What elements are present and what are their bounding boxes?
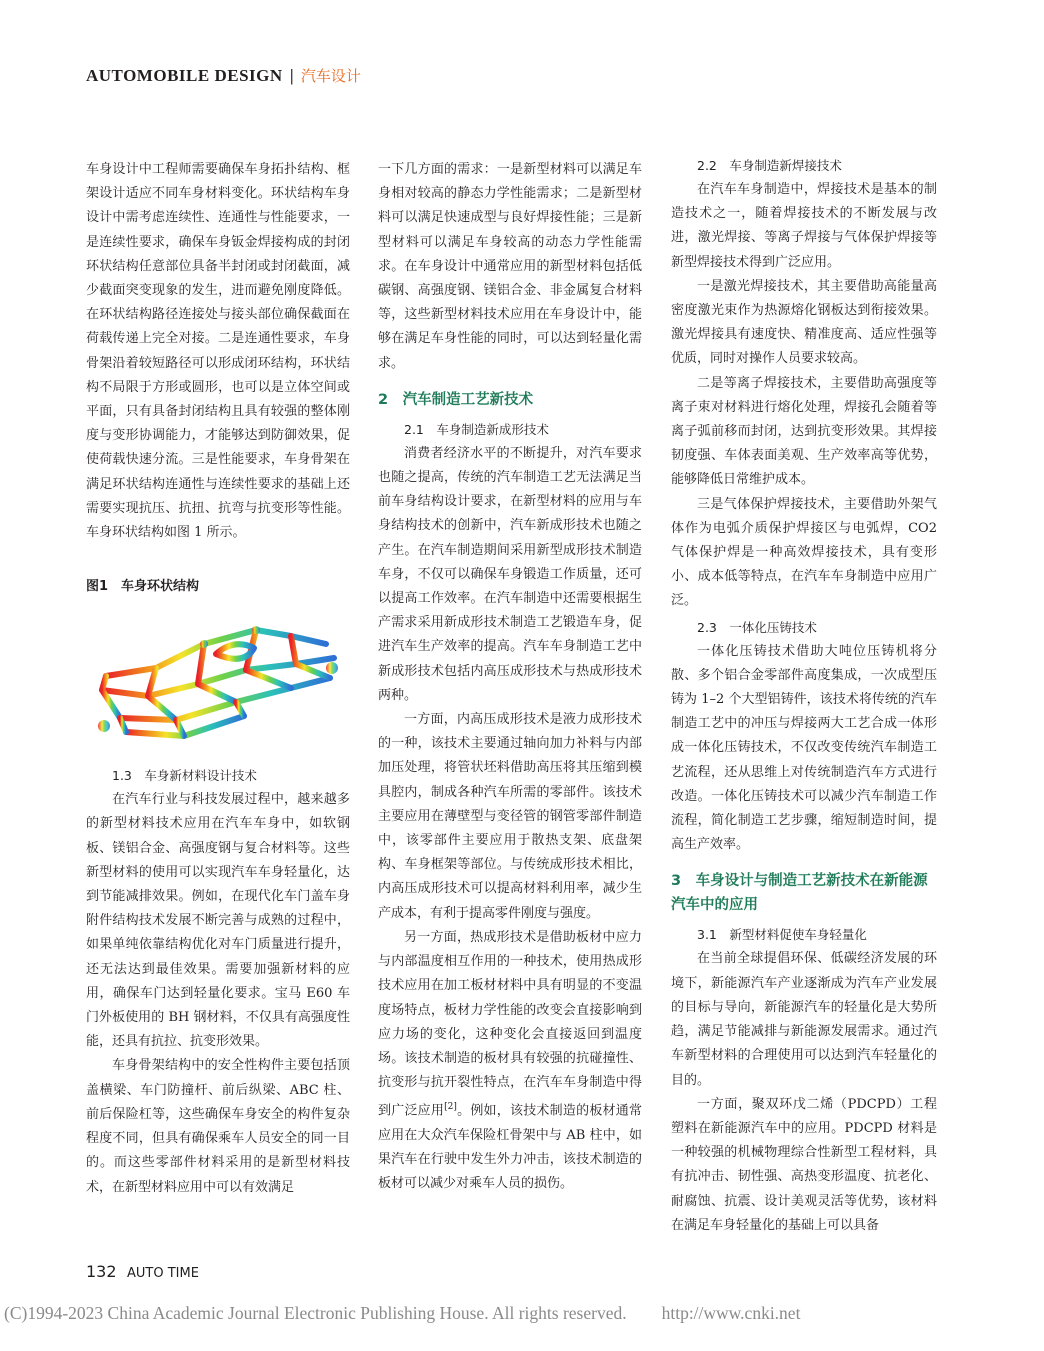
paragraph: 一是激光焊接技术，其主要借助高能量高密度激光束作为热源熔化钢板达到衔接效果。激光焊接具有速度快、精准度高、适应性强等优质，同时对操作人员要求较高。 — [671, 278, 937, 367]
subsection-heading-2-1: 2.1 车身制造新成形技术 — [404, 421, 549, 437]
figure-car-body — [86, 608, 350, 750]
header-separator: | — [289, 66, 294, 85]
subsection-heading-1-3: 1.3 车身新材料设计技术 — [112, 768, 257, 784]
subsection-heading-3-1: 3.1 新型材料促使车身轻量化 — [697, 927, 867, 943]
column-right — [671, 158, 937, 1238]
paragraph: 车身骨架结构中的安全性构件主要包括顶盖横梁、车门防撞杆、前后纵梁、ABC 柱、前后保险杠等，这些确保车身安全的构件复杂程度不同，但具有确保乘车人员安全的同一目的。而这些零部件材料采用的是新型材料技术，在新型材料应用中可以有效满足 — [86, 1058, 350, 1195]
paragraph: 三是气体保护焊接技术，主要借助外架气体作为电弧介质保护焊接区与电弧焊，CO2 气体保护焊是一种高效焊接技术，具有变形小、成本低等特点，在汽车车身制造中应用广泛。 — [671, 496, 937, 609]
page-footer — [86, 1262, 199, 1281]
paragraph: 一体化压铸技术借助大吨位压铸机将分散、多个铝合金零部件高度集成，一次成型压铸为 1–2 个大型铝铸件，该技术将传统的汽车制造工艺中的冲压与焊接两大工艺合成一体形成一体化压铸技术，不仅改变传统汽车制造工艺流程，还从思维上对传统制造汽车方式进行改造。一体化压铸技术可以减少汽车制造工作流程，简化制造工艺步骤，缩短制造时间，提高生产效率。 — [671, 643, 937, 853]
paragraph: 在汽车行业与科技发展过程中，越来越多的新型材料技术应用在汽车车身中，如软钢板、镁铝合金、高强度钢与复合材料等。这些新型材料的使用可以实现汽车车身轻量化，达到节能减排效果。例如，在现代化车门盖车身附件结构技术发展不断完善与成熟的过程中，如果单纯依靠结构优化对车门质量进行提升，还无法达到最佳效果。需要加强新材料的应用，确保车门达到轻量化要求。宝马 E60 车门外板使用的 BH 钢材料，不仅具有高强度性能，还具有抗拉、抗变形效果。 — [86, 792, 350, 1050]
subsection-heading-2-3: 2.3 一体化压铸技术 — [697, 619, 817, 635]
magazine-name: AUTO TIME — [127, 1266, 199, 1281]
paragraph: 二是等离子焊接技术，主要借助高强度等离子束对材料进行熔化处理，焊接孔会随着等离子弧前移而封闭，达到抗变形效果。其焊接韧度强、车体表面美观、生产效率高等优势，能够降低日常维护成本。 — [671, 375, 937, 488]
car-body-ring-structure-icon — [86, 608, 350, 750]
journal-brand: AUTOMOBILE DESIGN — [86, 66, 283, 85]
paragraph: 一方面，内高压成形技术是液力成形技术的一种，该技术主要通过轴向加力补料与内部加压处理，将管状坯料借助高压将其压缩到模具腔内，制成各种汽车所需的零部件。该技术主要应用在薄壁型与变径管的钢管零部件制造中，该零部件主要应用于散热支架、底盘架构、车身框架等部位。与传统成形技术相比，内高压成形技术可以提高材料利用率，减少生产成本，有利于提高零件刚度与强度。 — [378, 712, 642, 921]
page-number: 132 — [86, 1262, 117, 1281]
column-left — [86, 158, 350, 1200]
paragraph — [378, 926, 642, 1197]
section-heading-2: 2 汽车制造工艺新技术 — [378, 391, 534, 408]
paragraph: 车身设计中工程师需要确保车身拓扑结构、框架设计适应不同车身材料变化。环状结构车身设计中需考虑连续性、连通性与性能要求，一是连续性要求，确保车身钣金焊接构成的封闭环状结构任意部位具备半封闭或封闭截面，减少截面突变现象的发生，进而避免刚度降低。在环状结构路径连接处与接头部位确保截面在荷载传递上完全对接。二是连通性要求，车身骨架沿着较短路径可以形成闭环结构，环状结构不局限于方形或圆形，也可以是立体空间或平面，只有具备封闭结构且具有较强的整体刚度与变形协调能力，才能够达到防御效果，促使荷载快速分流。三是性能要求，车身骨架在满足环状结构连通性与连续性要求的基础上还需要实现抗压、抗扭、抗弯与抗变形等性能。车身环状结构如图 1 所示。 — [86, 162, 350, 541]
running-header — [86, 66, 361, 88]
paragraph: 一下几方面的需求：一是新型材料可以满足车身相对较高的静态力学性能需求；二是新型材料可以满足快速成型与良好焊接性能；三是新型材料可以满足车身较高的动态力学性能需求。在车身设计中通常应用的新型材料包括低碳钢、高强度钢、镁铝合金、非金属复合材料等，这些新型材料技术应用在车身设计中，能够在满足车身性能的同时，可以达到轻量化需求。 — [378, 162, 642, 371]
figure-caption: 图1 车身环状结构 — [86, 579, 200, 595]
section-heading-3: 3 车身设计与制造工艺新技术在新能源汽车中的应用 — [671, 873, 928, 914]
column-middle — [378, 158, 642, 1196]
paragraph-text: 。例如，该技术制造的板材通常应用在大众汽车保险杠骨架中与 AB 柱中，如果汽车在行驶中发生外力冲击，该技术制造的板材可以减少对乘车人员的损伤。 — [378, 1103, 642, 1192]
copyright-notice: (C)1994-2023 China Academic Journal Electronic Publishing House. All rights reserved. http://www.cnki.net — [4, 1303, 801, 1323]
paragraph: 消费者经济水平的不断提升，对汽车要求也随之提高，传统的汽车制造工艺无法满足当前车身结构设计要求，在新型材料的应用与车身结构技术的创新中，汽车新成形技术也随之产生。在汽车制造期间采用新型成形技术制造车身，不仅可以确保车身锻造工作质量，还可以提高工作效率。在汽车制造中还需要根据生产需求采用新成形技术制造工艺锻造车身，促进汽车生产效率的提高。汽车车身制造工艺中新成形技术包括内高压成形技术与热成形技术两种。 — [378, 445, 642, 703]
paragraph: 在当前全球提倡环保、低碳经济发展的环境下，新能源汽车产业逐渐成为汽车产业发展的目标与导向，新能源汽车的轻量化是大势所趋，满足节能减排与新能源发展需求。通过汽车新型材料的合理使用可以达到汽车轻量化的目的。 — [671, 951, 937, 1088]
subsection-heading-2-2: 2.2 车身制造新焊接技术 — [697, 158, 842, 173]
header-section: 汽车设计 — [300, 67, 361, 85]
paragraph-text: 另一方面，热成形技术是借助板材中应力与内部温度相互作用的一种技术，使用热成形技术应用在加工板材材料中具有明显的不变温度场特点，板材力学性能的改变会直接影响到应力场的变化，这种变化会直接返回到温度场。该技术制造的板材具有较强的抗碰撞性、抗变形与抗开裂性特点，在汽车车身制造中得到广泛应用 — [378, 929, 642, 1119]
paragraph: 一方面，聚双环戊二烯（PDCPD）工程塑料在新能源汽车中的应用。PDCPD 材料是一种较强的机械物理综合性新型工程材料，具有抗冲击、韧性强、高热变形温度、抗老化、耐腐蚀、抗震、设计美观灵活等优势，该材料在满足车身轻量化的基础上可以具备 — [671, 1096, 937, 1233]
paragraph: 在汽车车身制造中，焊接技术是基本的制造技术之一，随着焊接技术的不断发展与改进，激光焊接、等离子焊接与气体保护焊接等新型焊接技术得到广泛应用。 — [671, 182, 937, 270]
citation-ref: [2] — [444, 1102, 457, 1113]
